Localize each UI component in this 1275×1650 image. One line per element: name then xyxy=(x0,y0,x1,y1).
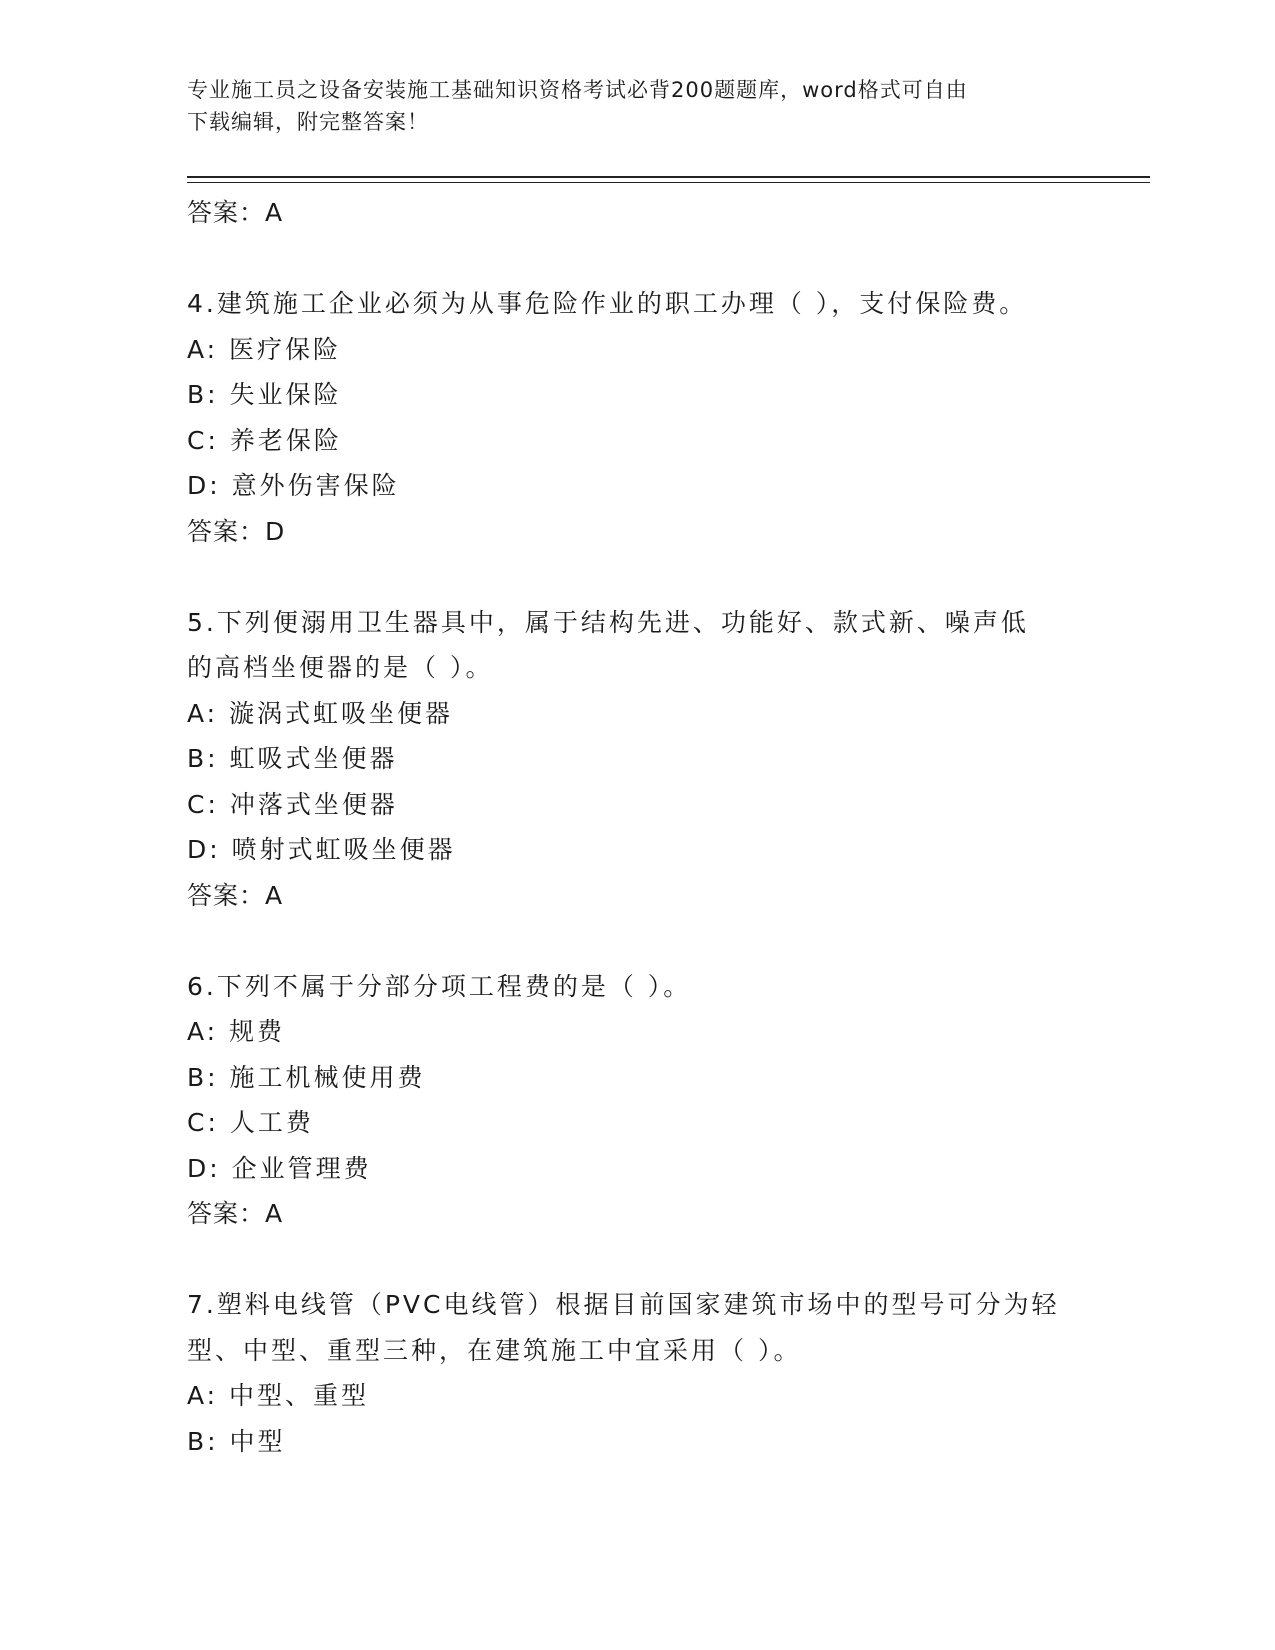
header-line-2: 下载编辑，附完整答案！ xyxy=(187,110,429,134)
question-block xyxy=(187,600,1087,919)
question-stem: 5.下列便溺用卫生器具中，属于结构先进、功能好、款式新、噪声低 xyxy=(187,607,1029,637)
document-header xyxy=(187,74,1067,138)
question-list xyxy=(187,190,1087,1464)
question-block xyxy=(187,964,1087,1237)
option-a: A: 医疗保险 xyxy=(187,334,342,364)
question-block xyxy=(187,1282,1087,1464)
question-stem: 6.下列不属于分部分项工程费的是（ ）。 xyxy=(187,971,692,1001)
option-c: C: 冲落式坐便器 xyxy=(187,789,398,819)
header-rule-thick xyxy=(187,176,1150,178)
question-stem-continued: 的高档坐便器的是（ ）。 xyxy=(187,653,494,682)
option-c: C: 养老保险 xyxy=(187,425,342,455)
option-d: D: 喷射式虹吸坐便器 xyxy=(187,835,456,864)
option-c: C: 人工费 xyxy=(187,1108,314,1137)
spacer xyxy=(187,236,1087,282)
option-a: A: 规费 xyxy=(187,1017,286,1046)
option-b: B: 虹吸式坐便器 xyxy=(187,744,398,773)
answer-line: 答案：A xyxy=(187,1199,284,1228)
question-stem: 7.塑料电线管（PVC电线管）根据目前国家建筑市场中的型号可分为轻 xyxy=(187,1290,1060,1319)
option-d: D: 企业管理费 xyxy=(187,1153,372,1183)
answer-line: 答案：A xyxy=(187,880,284,910)
answer-line: 答案：A xyxy=(187,198,284,227)
question-stem: 4.建筑施工企业必须为从事危险作业的职工办理（ ），支付保险费。 xyxy=(187,289,1028,318)
option-b: B: 施工机械使用费 xyxy=(187,1062,426,1092)
option-d: D: 意外伤害保险 xyxy=(187,471,400,500)
question-stem-continued: 型、中型、重型三种，在建筑施工中宜采用（ ）。 xyxy=(187,1335,802,1365)
spacer xyxy=(187,1237,1087,1283)
header-line-1: 专业施工员之设备安装施工基础知识资格考试必背200题题库，word格式可自由 xyxy=(187,78,968,102)
header-rule-thin xyxy=(187,182,1150,183)
answer-line: 答案：D xyxy=(187,516,286,546)
option-a: A: 漩涡式虹吸坐便器 xyxy=(187,698,454,728)
option-b: B: 中型 xyxy=(187,1426,286,1456)
question-block xyxy=(187,281,1087,554)
option-a: A: 中型、重型 xyxy=(187,1381,370,1410)
spacer xyxy=(187,918,1087,964)
spacer xyxy=(187,554,1087,600)
option-b: B: 失业保险 xyxy=(187,380,342,409)
